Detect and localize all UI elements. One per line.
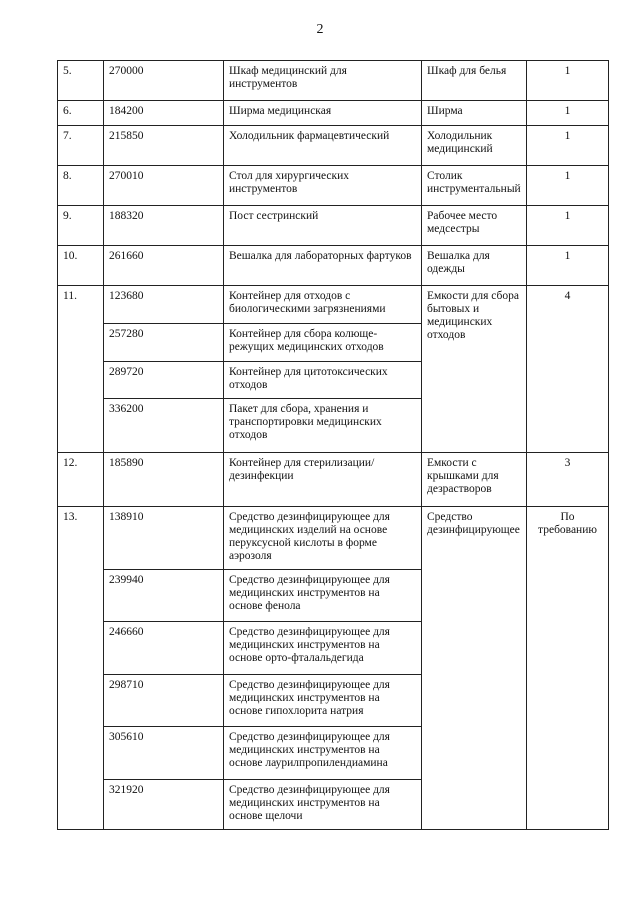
item-code: 270000 [104, 61, 224, 101]
item-quantity: 1 [527, 246, 609, 286]
item-name: Пост сестринский [224, 206, 422, 246]
item-kind: Средство дезинфицирующее [422, 507, 527, 830]
item-name: Контейнер для отходов с биологическими загрязнениями [224, 286, 422, 324]
item-kind: Емкости для сбора бытовых и медицинских отходов [422, 286, 527, 453]
item-kind: Емкости с крышками для дезрастворов [422, 453, 527, 507]
row-number: 12. [58, 453, 104, 507]
item-quantity: 3 [527, 453, 609, 507]
item-code: 138910 [104, 507, 224, 570]
table-row [58, 286, 609, 324]
table-row [58, 507, 609, 570]
row-number: 9. [58, 206, 104, 246]
item-name: Холодильник фармацевтический [224, 126, 422, 166]
table-row [58, 166, 609, 206]
item-code: 123680 [104, 286, 224, 324]
item-code: 215850 [104, 126, 224, 166]
item-name: Стол для хирургических инструментов [224, 166, 422, 206]
item-name: Ширма медицинская [224, 101, 422, 126]
equipment-table [57, 60, 609, 830]
item-name: Средство дезинфицирующее для медицинских инструментов на основе лаурилпропилендиамина [224, 727, 422, 780]
row-number: 10. [58, 246, 104, 286]
item-quantity: 4 [527, 286, 609, 453]
item-kind: Рабочее место медсестры [422, 206, 527, 246]
table-row [58, 246, 609, 286]
item-code: 270010 [104, 166, 224, 206]
item-code: 298710 [104, 675, 224, 727]
item-code: 305610 [104, 727, 224, 780]
row-number: 13. [58, 507, 104, 830]
item-name: Контейнер для сбора колюще-режущих медицинских отходов [224, 324, 422, 362]
item-quantity: 1 [527, 206, 609, 246]
item-code: 336200 [104, 399, 224, 453]
table-row [58, 126, 609, 166]
item-name: Средство дезинфицирующее для медицинских инструментов на основе гипохлорита натрия [224, 675, 422, 727]
item-code: 185890 [104, 453, 224, 507]
item-name: Средство дезинфицирующее для медицинских инструментов на основе щелочи [224, 780, 422, 830]
item-kind: Шкаф для белья [422, 61, 527, 101]
item-quantity: 1 [527, 61, 609, 101]
item-name: Средство дезинфицирующее для медицинских инструментов на основе фенола [224, 570, 422, 622]
row-number: 7. [58, 126, 104, 166]
item-kind: Ширма [422, 101, 527, 126]
item-code: 184200 [104, 101, 224, 126]
row-number: 6. [58, 101, 104, 126]
item-code: 257280 [104, 324, 224, 362]
item-kind: Вешалка для одежды [422, 246, 527, 286]
item-quantity: 1 [527, 126, 609, 166]
item-code: 246660 [104, 622, 224, 675]
item-code: 261660 [104, 246, 224, 286]
page-number: 2 [316, 22, 324, 37]
table-row [58, 206, 609, 246]
item-kind: Холодильник медицинский [422, 126, 527, 166]
item-name: Вешалка для лабораторных фартуков [224, 246, 422, 286]
row-number: 8. [58, 166, 104, 206]
row-number: 5. [58, 61, 104, 101]
item-code: 289720 [104, 362, 224, 399]
item-quantity: 1 [527, 166, 609, 206]
item-code: 321920 [104, 780, 224, 830]
item-name: Контейнер для стерилизации/дезинфекции [224, 453, 422, 507]
table-row [58, 101, 609, 126]
item-name: Средство дезинфицирующее для медицинских изделий на основе перуксусной кислоты в форме аэрозоля [224, 507, 422, 570]
item-code: 188320 [104, 206, 224, 246]
item-code: 239940 [104, 570, 224, 622]
item-name: Контейнер для цитотоксических отходов [224, 362, 422, 399]
item-name: Средство дезинфицирующее для медицинских инструментов на основе орто-фталальдегида [224, 622, 422, 675]
table-row [58, 61, 609, 101]
item-name: Шкаф медицинский для инструментов [224, 61, 422, 101]
row-number: 11. [58, 286, 104, 453]
item-quantity: 1 [527, 101, 609, 126]
item-kind: Столик инструментальный [422, 166, 527, 206]
item-quantity: По требованию [527, 507, 609, 830]
table-row [58, 453, 609, 507]
item-name: Пакет для сбора, хранения и транспортировки медицинских отходов [224, 399, 422, 453]
